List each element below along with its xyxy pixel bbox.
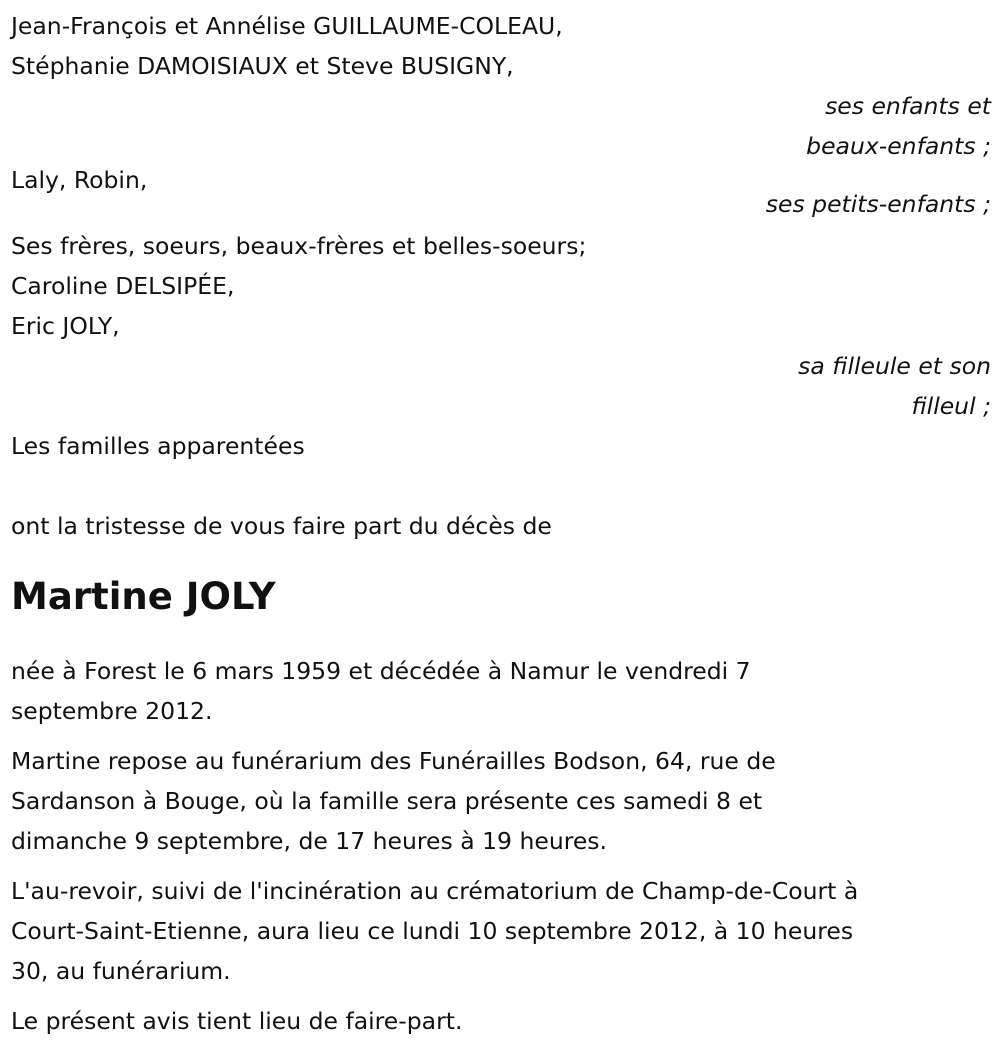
grandchildren: Laly, Robin, xyxy=(11,166,148,194)
godchild-2: Eric JOLY, xyxy=(11,312,120,340)
birth-death-line-1: née à Forest le 6 mars 1959 et décédée à Namur le vendredi 7 xyxy=(11,657,751,685)
grandchildren-role: ses petits-enfants ; xyxy=(765,190,991,218)
obituary-notice xyxy=(11,6,991,1051)
farewell-line-1: L'au-revoir, suivi de l'incinération au crématorium de Champ-de-Court à xyxy=(11,877,859,905)
notice-paragraph xyxy=(11,1001,991,1041)
deceased-name: Martine JOLY xyxy=(11,575,276,618)
birth-death-paragraph xyxy=(11,651,991,731)
children-line-2: Stéphanie DAMOISIAUX et Steve BUSIGNY, xyxy=(11,52,514,80)
farewell-paragraph xyxy=(11,871,991,991)
siblings: Ses frères, soeurs, beaux-frères et belles-soeurs; xyxy=(11,232,587,260)
rest-line-1: Martine repose au funérarium des Funérailles Bodson, 64, rue de xyxy=(11,747,776,775)
notice-line: Le présent avis tient lieu de faire-part. xyxy=(11,1007,463,1035)
godchildren-role-2: filleul ; xyxy=(911,392,991,420)
birth-death-line-2: septembre 2012. xyxy=(11,697,213,725)
relatives: Les familles apparentées xyxy=(11,432,305,460)
spacer xyxy=(11,466,991,506)
children-role-2: beaux-enfants ; xyxy=(806,132,991,160)
children-role-1: ses enfants et xyxy=(825,92,991,120)
children-line-1: Jean-François et Annélise GUILLAUME-COLEAU, xyxy=(11,12,563,40)
announcement-intro: ont la tristesse de vous faire part du décès de xyxy=(11,512,552,540)
godchildren-role-1: sa filleule et son xyxy=(798,352,991,380)
farewell-line-2: Court-Saint-Etienne, aura lieu ce lundi 10 septembre 2012, à 10 heures xyxy=(11,917,854,945)
rest-line-3: dimanche 9 septembre, de 17 heures à 19 heures. xyxy=(11,827,608,855)
rest-paragraph xyxy=(11,741,991,861)
rest-line-2: Sardanson à Bouge, où la famille sera présente ces samedi 8 et xyxy=(11,787,763,815)
godchild-1: Caroline DELSIPÉE, xyxy=(11,272,235,300)
farewell-line-3: 30, au funérarium. xyxy=(11,957,231,985)
